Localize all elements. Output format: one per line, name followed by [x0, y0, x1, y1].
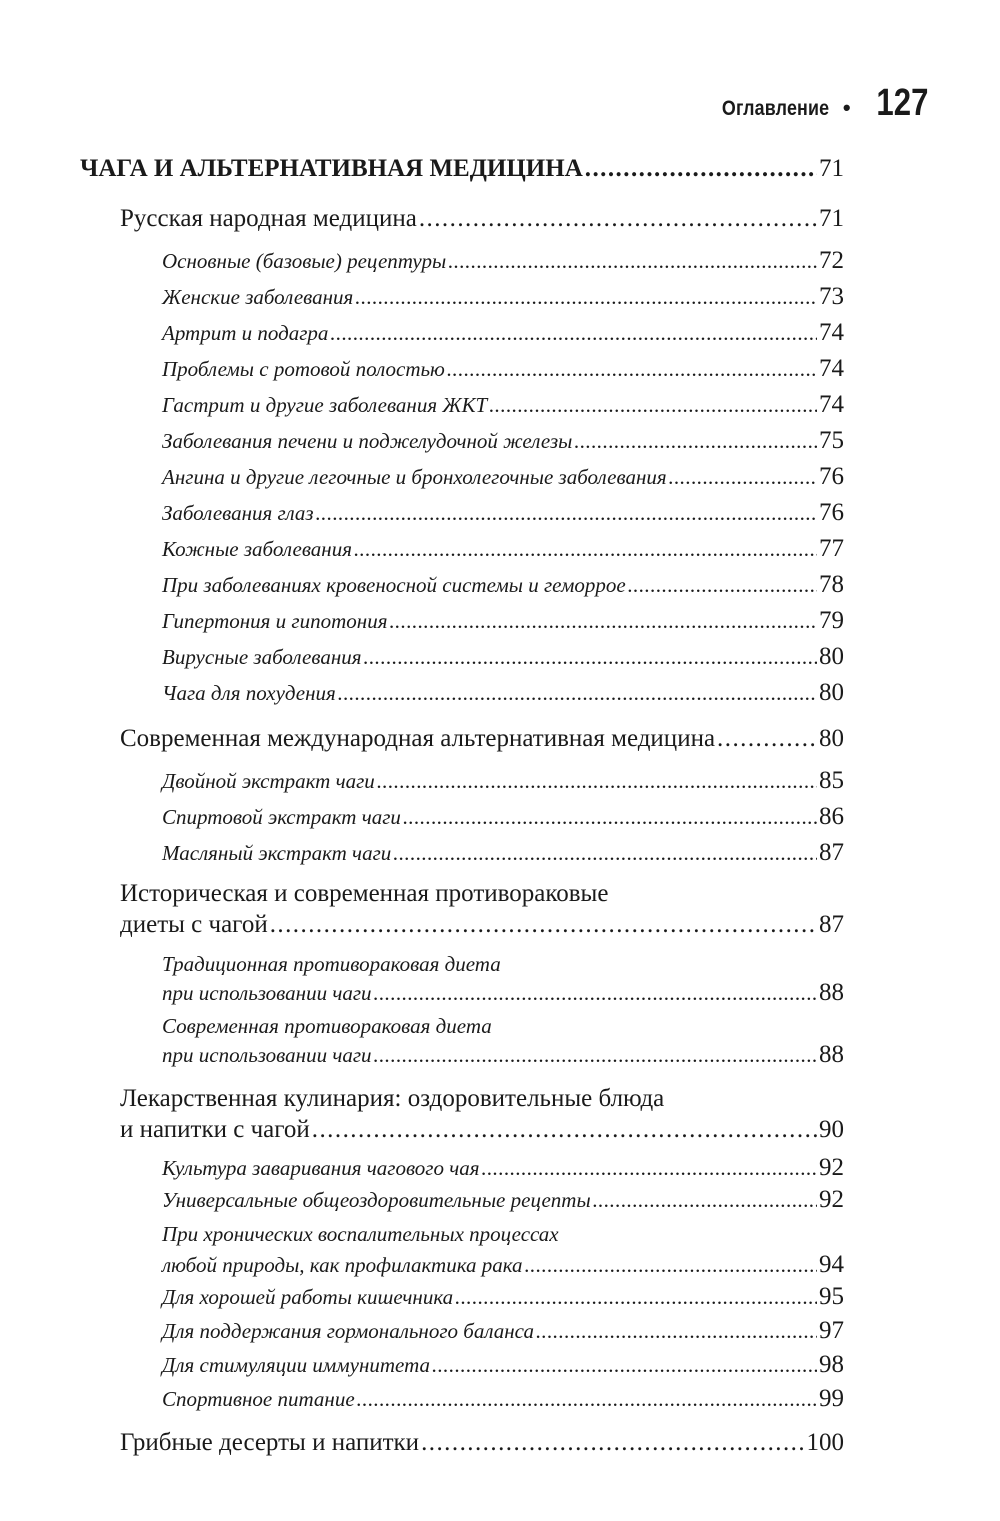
- toc-entry-page: 71: [819, 155, 844, 182]
- toc-entry-title: Спортивное питание: [162, 1387, 355, 1411]
- dot-leader: [585, 155, 817, 183]
- toc-subsection[interactable]: [162, 803, 844, 831]
- toc-entry-page: 72: [819, 247, 844, 274]
- dot-leader: [389, 609, 817, 634]
- toc-subsection[interactable]: [162, 571, 844, 599]
- toc-subsection[interactable]: [162, 355, 844, 383]
- toc-entry-page: 76: [819, 463, 844, 490]
- toc-entry-title: при использовании чаги: [162, 981, 372, 1005]
- toc-entry-title: Культура заваривания чагового чая: [162, 1156, 480, 1180]
- dot-leader: [354, 537, 817, 562]
- toc-entry-page: 78: [819, 571, 844, 598]
- toc-subsection[interactable]: [162, 247, 844, 275]
- toc-subsection[interactable]: [162, 499, 844, 527]
- toc-entry-title: Проблемы с ротовой полостью: [162, 357, 445, 381]
- toc-subsection[interactable]: [162, 463, 844, 491]
- toc-entry-page: 99: [819, 1385, 844, 1412]
- toc-entry-title: Заболевания глаз: [162, 501, 314, 525]
- toc-subsection[interactable]: [162, 391, 844, 419]
- toc-subsection[interactable]: [162, 679, 844, 707]
- toc-entry-title: Гипертония и гипотония: [162, 609, 388, 633]
- dot-leader: [316, 501, 817, 526]
- dot-leader: [455, 1285, 817, 1310]
- toc-entry-page: 95: [819, 1283, 844, 1310]
- toc-entry-page: 100: [806, 1429, 844, 1456]
- toc-subsection[interactable]: [162, 643, 844, 671]
- dot-leader: [593, 1188, 817, 1213]
- toc-entry-page: 88: [819, 979, 844, 1006]
- toc-entry-page: 92: [819, 1154, 844, 1181]
- toc-entry-page: 75: [819, 427, 844, 454]
- toc-entry-title: Заболевания печени и поджелудочной железы: [162, 429, 573, 453]
- toc-entry-page: 80: [819, 725, 844, 752]
- toc-entry-page: 87: [819, 911, 844, 938]
- toc-entry-title: Для хорошей работы кишечника: [162, 1285, 454, 1309]
- toc-subsection[interactable]: [162, 1154, 844, 1182]
- dot-leader: [448, 249, 817, 274]
- toc-subsection[interactable]: [162, 1283, 844, 1311]
- dot-leader: [525, 1253, 817, 1278]
- toc-entry-page: 94: [819, 1251, 844, 1278]
- dot-leader: [717, 725, 817, 753]
- toc-subsection[interactable]: [162, 1041, 844, 1069]
- dot-leader: [628, 573, 817, 598]
- toc-section-line1: Историческая и современная противораковые: [120, 880, 609, 907]
- toc-entry-title: любой природы, как профилактика рака: [162, 1253, 523, 1277]
- toc-entry-page: 80: [819, 643, 844, 670]
- dot-leader: [574, 429, 817, 454]
- dot-leader: [377, 769, 817, 794]
- toc-entry-page: 74: [819, 355, 844, 382]
- toc-entry-page: 92: [819, 1186, 844, 1213]
- toc-subsection[interactable]: [162, 767, 844, 795]
- toc-subsection[interactable]: [162, 1351, 844, 1379]
- toc-subsection[interactable]: [162, 427, 844, 455]
- dot-leader: [355, 285, 817, 310]
- toc-entry-title: Гастрит и другие заболевания ЖКТ: [162, 393, 488, 417]
- toc-entry-page: 80: [819, 679, 844, 706]
- toc-entry-title: Спиртовой экстракт чаги: [162, 805, 401, 829]
- toc-entry-title: Современная международная альтернативная медицина: [120, 725, 716, 752]
- toc-entry-page: 98: [819, 1351, 844, 1378]
- dot-leader: [432, 1353, 817, 1378]
- toc-entry-title: Грибные десерты и напитки: [120, 1429, 420, 1456]
- toc-entry-title: Ангина и другие легочные и бронхолегочные заболевания: [162, 465, 667, 489]
- toc-subsection[interactable]: [162, 1317, 844, 1345]
- dot-leader: [338, 681, 817, 706]
- section-name: Оглавление: [721, 97, 829, 120]
- toc-entry-page: 79: [819, 607, 844, 634]
- toc-section-line1: Лекарственная кулинария: оздоровительные блюда: [120, 1085, 665, 1112]
- toc-entry-title: ЧАГА И АЛЬТЕРНАТИВНАЯ МЕДИЦИНА: [80, 155, 583, 182]
- toc-subsection[interactable]: [162, 607, 844, 635]
- dot-leader: [393, 841, 817, 866]
- toc-entry-title: Вирусные заболевания: [162, 645, 362, 669]
- toc-entry-title: Основные (базовые) рецептуры: [162, 249, 447, 273]
- toc-subsection[interactable]: [162, 979, 844, 1007]
- toc-entry-title: Чага для похудения: [162, 681, 336, 705]
- toc-entry-title: Кожные заболевания: [162, 537, 352, 561]
- toc-entry-page: 86: [819, 803, 844, 830]
- dot-leader: [403, 805, 817, 830]
- toc-entry-title: Для поддержания гормонального баланса: [162, 1319, 534, 1343]
- toc-entry-page: 77: [819, 535, 844, 562]
- toc-subsection-line1: Традиционная противораковая диета: [162, 952, 501, 976]
- toc-subsection[interactable]: [162, 319, 844, 347]
- header-bullet: •: [842, 95, 851, 120]
- toc-subsection[interactable]: [162, 283, 844, 311]
- toc-entry-page: 97: [819, 1317, 844, 1344]
- toc-entry-page: 88: [819, 1041, 844, 1068]
- toc-section[interactable]: [120, 205, 844, 233]
- toc-entry-title: Масляный экстракт чаги: [162, 841, 392, 865]
- dot-leader: [421, 1429, 804, 1457]
- toc-entry-title: при использовании чаги: [162, 1043, 372, 1067]
- toc-entry-title: Для стимуляции иммунитета: [162, 1353, 431, 1377]
- toc-entry-title: Артрит и подагра: [162, 321, 329, 345]
- toc-entry-title: Двойной экстракт чаги: [162, 769, 375, 793]
- toc-entry-page: 90: [819, 1116, 844, 1143]
- toc-entry-page: 73: [819, 283, 844, 310]
- toc-entry-title: Универсальные общеоздоровительные рецепты: [162, 1188, 591, 1212]
- dot-leader: [270, 911, 817, 939]
- toc-entry-page: 71: [819, 205, 844, 232]
- dot-leader: [364, 645, 817, 670]
- dot-leader: [374, 981, 817, 1006]
- dot-leader: [482, 1156, 817, 1181]
- dot-leader: [330, 321, 817, 346]
- dot-leader: [312, 1116, 817, 1144]
- toc-section[interactable]: [120, 1116, 844, 1144]
- dot-leader: [374, 1043, 817, 1068]
- toc-entry-page: 74: [819, 391, 844, 418]
- dot-leader: [447, 357, 817, 382]
- toc-subsection-line1: Современная противораковая диета: [162, 1014, 492, 1038]
- toc-subsection[interactable]: [162, 839, 844, 867]
- toc-entry-page: 74: [819, 319, 844, 346]
- toc-subsection-line1: При хронических воспалительных процессах: [162, 1222, 559, 1246]
- dot-leader: [489, 393, 817, 418]
- toc-subsection[interactable]: [162, 1385, 844, 1413]
- toc-subsection[interactable]: [162, 535, 844, 563]
- toc-entry-title: Женские заболевания: [162, 285, 354, 309]
- toc-subsection[interactable]: [162, 1186, 844, 1214]
- toc-chapter[interactable]: [80, 155, 844, 183]
- toc-entry-title: диеты с чагой: [120, 911, 268, 938]
- toc-entry-title: При заболеваниях кровеносной системы и геморрое: [162, 573, 626, 597]
- dot-leader: [357, 1387, 817, 1412]
- running-header: [703, 82, 928, 125]
- toc-entry-title: и напитки с чагой: [120, 1116, 310, 1143]
- toc-entry-page: 87: [819, 839, 844, 866]
- dot-leader: [669, 465, 817, 490]
- toc-section[interactable]: [120, 911, 844, 939]
- toc-section[interactable]: [120, 725, 844, 753]
- toc-entry-page: 76: [819, 499, 844, 526]
- toc-section[interactable]: [120, 1429, 844, 1457]
- toc-entry-page: 85: [819, 767, 844, 794]
- dot-leader: [419, 205, 817, 233]
- toc-entry-title: Русская народная медицина: [120, 205, 417, 232]
- dot-leader: [536, 1319, 817, 1344]
- page-number: 127: [876, 82, 928, 124]
- toc-subsection[interactable]: [162, 1251, 844, 1279]
